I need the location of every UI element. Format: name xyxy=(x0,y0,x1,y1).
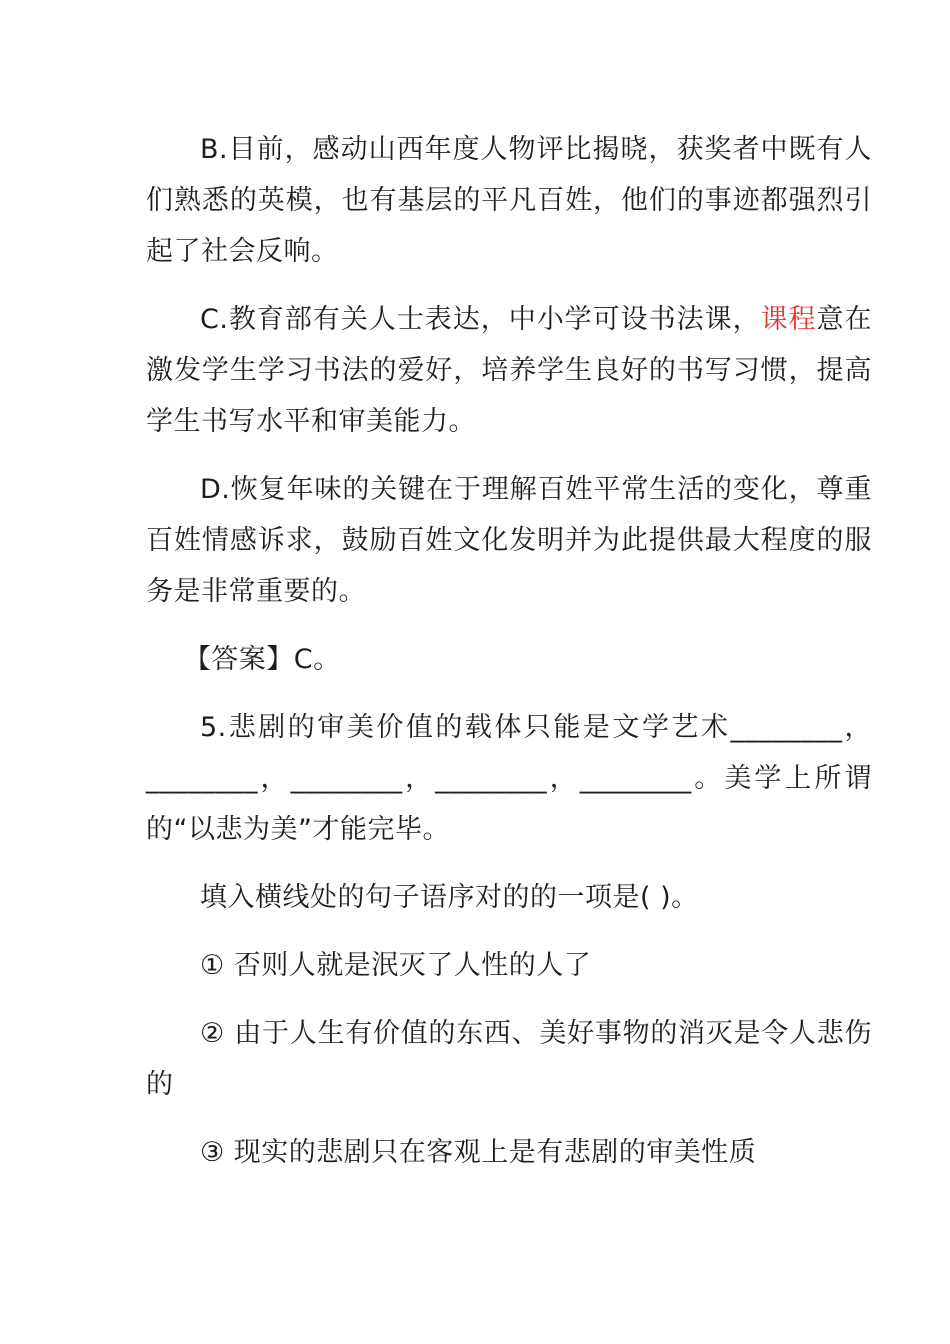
question-5-instruction: 填入横线处的句子语序对的的一项是( )。 xyxy=(200,882,699,913)
option-c xyxy=(146,294,872,447)
question-5-stem: 5.悲剧的审美价值的载体只能是文学艺术________，________，________，________，________。美学上所谓的“以悲为美”才能完毕。 xyxy=(146,712,872,845)
option-c-highlight: 课程 xyxy=(760,304,817,335)
option-b: B.目前，感动山西年度人物评比揭晓，获奖者中既有人们熟悉的英模，也有基层的平凡百姓，他们的事迹都强烈引起了社会反响。 xyxy=(146,134,872,267)
option-c-text-after: 意在激发学生学习书法的爱好，培养学生良好的书写习惯，提高学生书写水平和审美能力。 xyxy=(146,304,873,437)
question-5-item-1: ① 否则人就是泯灭了人性的人了 xyxy=(200,950,592,981)
option-d: D.恢复年味的关键在于理解百姓平常生活的变化，尊重百姓情感诉求，鼓励百姓文化发明并为此提供最大程度的服务是非常重要的。 xyxy=(146,474,872,607)
document-page xyxy=(146,124,872,1195)
answer-line: 【答案】C。 xyxy=(183,644,341,675)
question-5-item-2: ② 由于人生有价值的东西、美好事物的消灭是令人悲伤的 xyxy=(146,1018,872,1100)
option-c-text-before: C.教育部有关人士表达，中小学可设书法课， xyxy=(200,304,761,335)
question-5-item-3: ③ 现实的悲剧只在客观上是有悲剧的审美性质 xyxy=(200,1137,757,1168)
